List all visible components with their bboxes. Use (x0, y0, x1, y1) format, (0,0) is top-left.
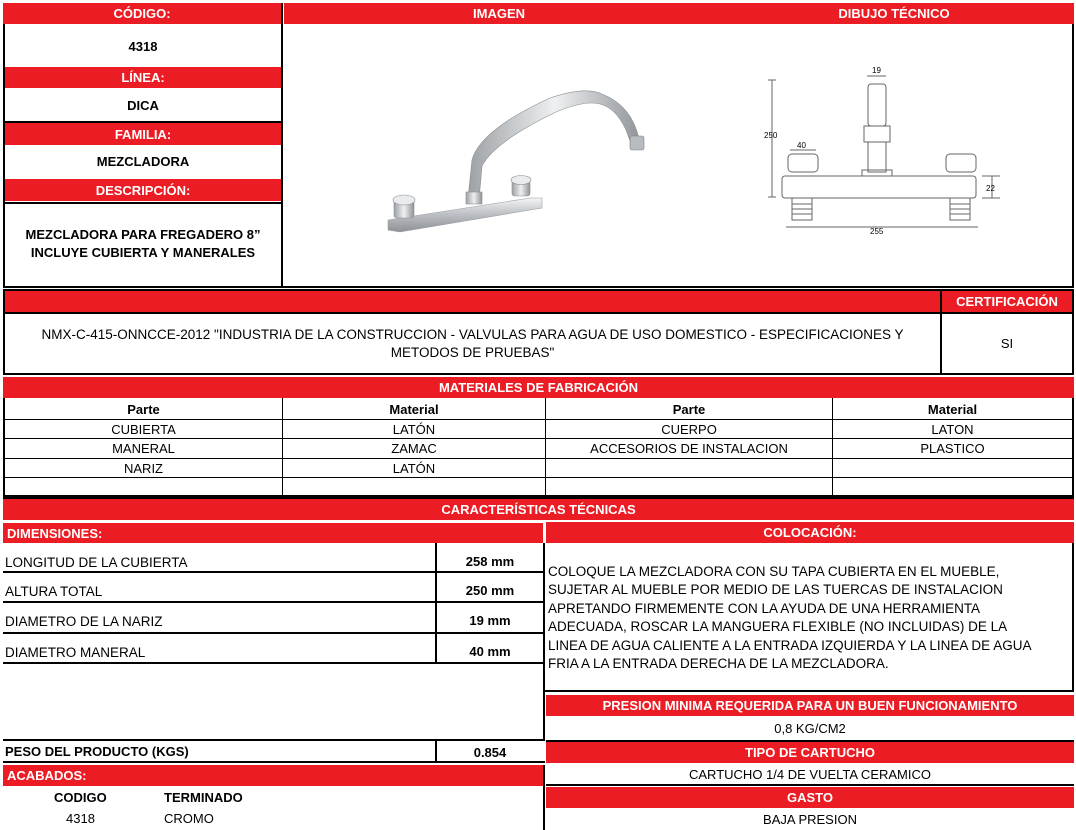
presion-header: PRESION MINIMA REQUERIDA PARA UN BUEN FUNCIONAMIENTO (546, 695, 1074, 716)
dim-40: 40 (797, 141, 806, 150)
certification-value: SI (1000, 335, 1014, 351)
acabados-terminado: CROMO (164, 811, 214, 826)
dimension-value: 250 mm (465, 582, 515, 598)
gasto-header: GASTO (546, 787, 1074, 808)
acabados-codigo: 4318 (66, 811, 95, 826)
colocacion-line: LINEA DE AGUA CALIENTE A LA ENTRADA IZQUIERDA Y LA LINEA DE AGUA (548, 637, 1032, 653)
dimension-label: ALTURA TOTAL (5, 583, 103, 599)
materials-col-header: Parte (127, 402, 160, 417)
colocacion-line: COLOQUE LA MEZCLADORA CON SU TAPA CUBIERTA EN EL MUEBLE, (548, 564, 1000, 579)
descripcion-line-2: INCLUYE CUBIERTA Y MANERALES (30, 245, 256, 260)
familia-header: FAMILIA: (5, 123, 281, 145)
cartucho-header: TIPO DE CARTUCHO (546, 742, 1074, 763)
materials-cell (546, 459, 832, 478)
materials-cell (833, 478, 1072, 497)
materials-cell: LATÓN (392, 461, 436, 476)
dimension-value: 258 mm (465, 553, 515, 569)
familia-value: MEZCLADORA (96, 153, 190, 169)
norma-line-1: NMX-C-415-ONNCCE-2012 "INDUSTRIA DE LA CONSTRUCCION - VALVULAS PARA AGUA DE USO DOMESTICO - ESPECIFICACIONES Y (41, 327, 904, 342)
linea-header: LÍNEA: (5, 67, 281, 88)
materials-cell: LATON (931, 422, 974, 437)
certification-bar (5, 291, 940, 312)
tech-header: CARACTERÍSTICAS TÉCNICAS (3, 499, 1074, 520)
descripcion-value (5, 212, 281, 276)
colocacion-line: ADECUADA, ROSCAR LA MANGUERA FLEXIBLE (NO INCLUIDAS) DE LA (548, 619, 1008, 635)
acabados-col-codigo: CODIGO (54, 790, 107, 805)
materials-cell: ACCESORIOS DE INSTALACION (590, 441, 788, 456)
materials-header: MATERIALES DE FABRICACIÓN (3, 377, 1074, 398)
materials-cell: PLASTICO (920, 441, 985, 456)
column-divider (281, 3, 283, 288)
dim-255: 255 (870, 227, 884, 236)
technical-drawing (760, 62, 1000, 242)
materials-cell (283, 478, 545, 497)
gasto-value: BAJA PRESION (763, 811, 857, 827)
dim-250: 250 (764, 131, 778, 140)
materials-cell (833, 459, 1072, 478)
certification-header: CERTIFICACIÓN (942, 291, 1072, 312)
dimension-label: DIAMETRO DE LA NARIZ (5, 614, 163, 629)
divider (546, 784, 1074, 786)
divider (543, 765, 545, 830)
presion-value: 0,8 KG/CM2 (774, 720, 846, 736)
descripcion-line-1: MEZCLADORA PARA FREGADERO 8” (25, 227, 261, 242)
acabados-header: ACABADOS: (3, 765, 543, 786)
acabados-col-terminado: TERMINADO (164, 790, 243, 805)
dimensiones-header: DIMENSIONES: (3, 523, 543, 543)
dimension-value: 40 mm (469, 643, 511, 659)
materials-cell: NARIZ (124, 461, 163, 476)
colocacion-line: SUJETAR AL MUEBLE POR MEDIO DE LAS TUERCAS DE INSTALACION (548, 582, 1003, 598)
materials-cell: CUERPO (661, 422, 717, 437)
peso-value: 0.854 (473, 744, 507, 760)
dim-22: 22 (986, 184, 995, 193)
divider (5, 202, 281, 204)
colocacion-line: APRETANDO FIRMEMENTE CON LA AYUDA DE UNA HERRAMIENTA (548, 600, 981, 616)
linea-value: DICA (127, 97, 159, 113)
imagen-header: IMAGEN (284, 3, 714, 24)
materials-col-header: Material (927, 402, 978, 417)
materials-col-header: Material (389, 402, 439, 417)
codigo-header: CÓDIGO: (3, 3, 281, 24)
dimension-value: 19 mm (469, 613, 511, 628)
colocacion-line: FRIA A LA ENTRADA DERECHA DE LA MEZCLADORA. (548, 656, 889, 672)
materials-cell: LATÓN (392, 422, 436, 437)
materials-cell: ZAMAC (391, 441, 437, 456)
cartucho-value: CARTUCHO 1/4 DE VUELTA CERAMICO (689, 766, 931, 782)
descripcion-header: DESCRIPCIÓN: (5, 179, 281, 201)
materials-col-header: Parte (672, 402, 706, 417)
colocacion-text (548, 563, 1072, 673)
dimension-label: LONGITUD DE LA CUBIERTA (5, 554, 188, 570)
faucet-image (380, 80, 670, 245)
codigo-value: 4318 (128, 38, 158, 54)
divider (5, 312, 1072, 314)
norma-line-2: METODOS DE PRUEBAS" (390, 345, 555, 360)
colocacion-header: COLOCACIÓN: (546, 522, 1074, 543)
dim-19: 19 (872, 66, 881, 75)
norma-text (5, 316, 940, 372)
materials-cell: CUBIERTA (111, 422, 176, 437)
materials-cell (546, 478, 832, 497)
dibujo-header: DIBUJO TÉCNICO (714, 3, 1074, 24)
materials-cell (5, 478, 282, 497)
peso-label: PESO DEL PRODUCTO (KGS) (5, 744, 189, 759)
dimension-label: DIAMETRO MANERAL (5, 644, 146, 660)
materials-cell: MANERAL (112, 441, 175, 456)
